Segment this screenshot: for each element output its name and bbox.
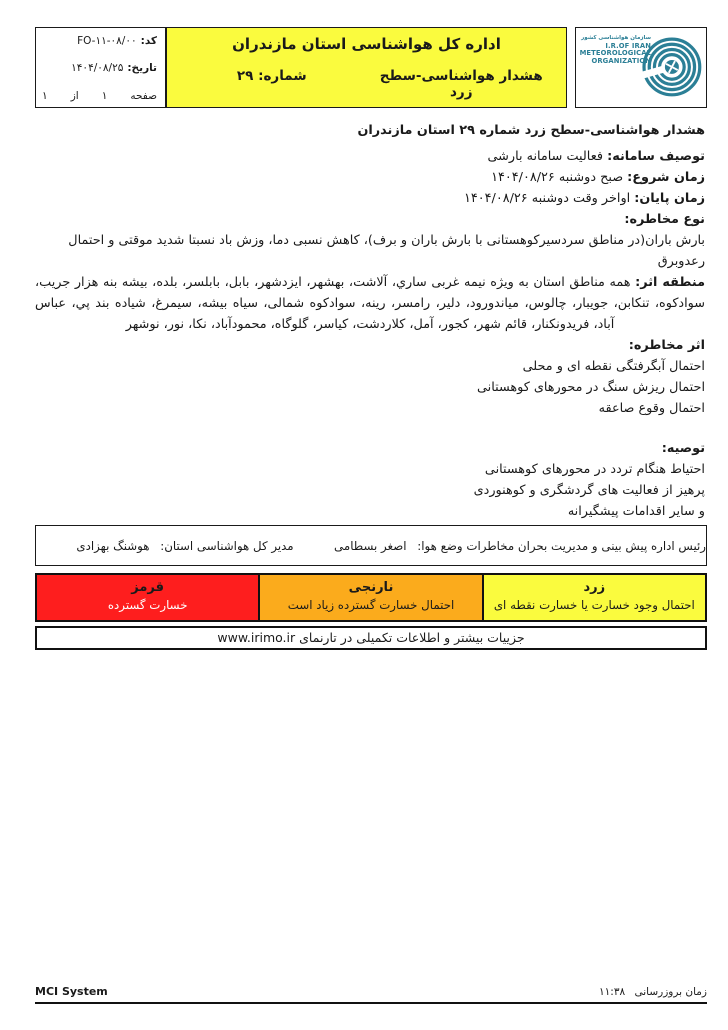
website-info-row: جزییات بیشتر و اطلاعات تکمیلی در تارنمای www.irimo.ir [35,626,707,650]
doc-page-row [42,91,157,102]
page-number: ۱ [101,89,108,102]
warning-number [177,68,367,100]
level-red-desc: خسارت گسترده [107,598,188,612]
end-value: اواخر وقت دوشنبه ۱۴۰۴/۰۸/۲۶ [464,191,631,206]
header-subtitle-row [177,68,556,100]
affected-area-paragraph [35,272,705,335]
warning-level-legend [35,573,707,622]
organization-title: اداره کل هواشناسی استان مازندران [232,35,501,53]
update-time-value: ۱۱:۳۸ [599,986,626,998]
system-label: توصیف سامانه: [607,149,705,164]
hazard-type-label: نوع مخاطره: [624,212,705,227]
hazard-type-value: بارش باران(در مناطق سردسیرکوهستانی با بارش باران و برف)، کاهش نسبی دما، وزش باد نسبتا شدید موقتی و احتمال رعدوبرق [68,233,705,269]
header-meta-box [35,27,166,108]
number-value: ۲۹ [236,68,254,84]
date-value: ۱۴۰۴/۰۸/۲۵ [71,62,124,75]
document-header [35,27,707,108]
logo-org-name-fa: سازمان هواشناسی کشور [581,35,651,41]
warning-title: هشدار هواشناسی-سطح زرد شماره ۲۹ استان مازندران [357,123,705,138]
area-value: همه مناطق استان به ویژه نیمه غربی ساري، آلاشت، بهشهر، ایزدشهر، بابل، بابلسر، بلده، بیشه بنه هزار جریب، سوادکوه، تنکابن، جویبار، چالوس، میاندورود، دلیر، رامسر، رینه، سوادکوه شمالی، سیاه بیشه، سیمرغ، شیاده بند پي، عباس آباد، فریدونکنار، قائم شهر، کجور، آمل، کلاردشت، کیاسر، گلوگاه، محمودآباد، نکا، نور، نوشهر [35,275,705,332]
end-time-line [35,188,705,209]
advice-item: پرهیز از فعالیت های گردشگری و کوهنوردی [473,483,705,498]
advice-item: احتیاط هنگام تردد در محورهای کوهستانی [484,462,705,477]
level-yellow-name: زرد [583,580,606,595]
level-red-name: قرمز [131,580,165,595]
total-pages: ۱ [42,89,48,102]
effect-item: احتمال آبگرفتگی نقطه ای و محلی [522,359,705,374]
level-red-cell [37,575,258,620]
start-time-line [35,167,705,188]
logo-text [579,35,651,65]
system-name: MCI System [35,985,108,998]
forecast-head-name: اصغر بسطامی [334,538,407,553]
area-label: منطقه اثر: [635,275,705,290]
advice-label: توصیه: [661,441,705,456]
hazard-effect-label: اثر مخاطره: [628,338,705,353]
forecast-head-label: رئیس اداره پیش بینی و مدیریت بحران مخاطرات وضع هوا: [417,538,706,553]
start-label: زمان شروع: [627,170,705,185]
doc-code-row [42,36,157,47]
update-time-label: زمان بروزرسانی [634,986,707,998]
level-yellow-desc: احتمال وجود خسارت یا خسارت نقطه ای [493,598,695,612]
header-title-box [166,27,567,108]
code-value: FO-۱۱-۰۸/۰۰ [77,35,137,47]
warning-level-subtitle: هشدار هواشناسی-سطح زرد [379,68,543,100]
end-label: زمان پایان: [634,191,705,206]
forecast-head-signature [334,539,706,553]
effect-item: احتمال وقوع صاعقه [598,401,705,416]
org-logo [575,27,707,108]
logo-line1: I.R.OF IRAN [605,41,651,50]
system-description-line [35,146,705,167]
document-footer [35,985,707,1004]
director-general-label: مدیر کل هواشناسی استان: [160,538,294,553]
director-general-signature [36,539,334,553]
warning-body [35,120,705,522]
number-label: شماره: [258,68,307,84]
logo-line2: METEOROLOGICAL [579,49,651,57]
level-orange-cell [258,575,481,620]
of-label: از [70,89,79,102]
effect-item: احتمال ریزش سنگ در محورهای کوهستانی [476,380,705,395]
signatures-box [35,525,707,566]
level-orange-name: نارنجی [348,580,394,595]
page-label: صفحه [130,89,157,102]
system-value: فعالیت سامانه بارشی [487,149,603,164]
date-label: تاریخ: [127,62,157,75]
start-value: صبح دوشنبه ۱۴۰۴/۰۸/۲۶ [491,170,624,185]
logo-line3: ORGANIZATION [591,56,651,65]
code-label: کد: [140,35,157,47]
director-general-name: هوشنگ بهزادی [76,538,150,553]
level-orange-desc: احتمال خسارت گسترده زیاد است [287,598,455,612]
level-yellow-cell [482,575,705,620]
doc-date-row [42,63,157,74]
update-time [599,986,707,998]
advice-item: و سایر اقدامات پیشگیرانه [567,504,705,519]
